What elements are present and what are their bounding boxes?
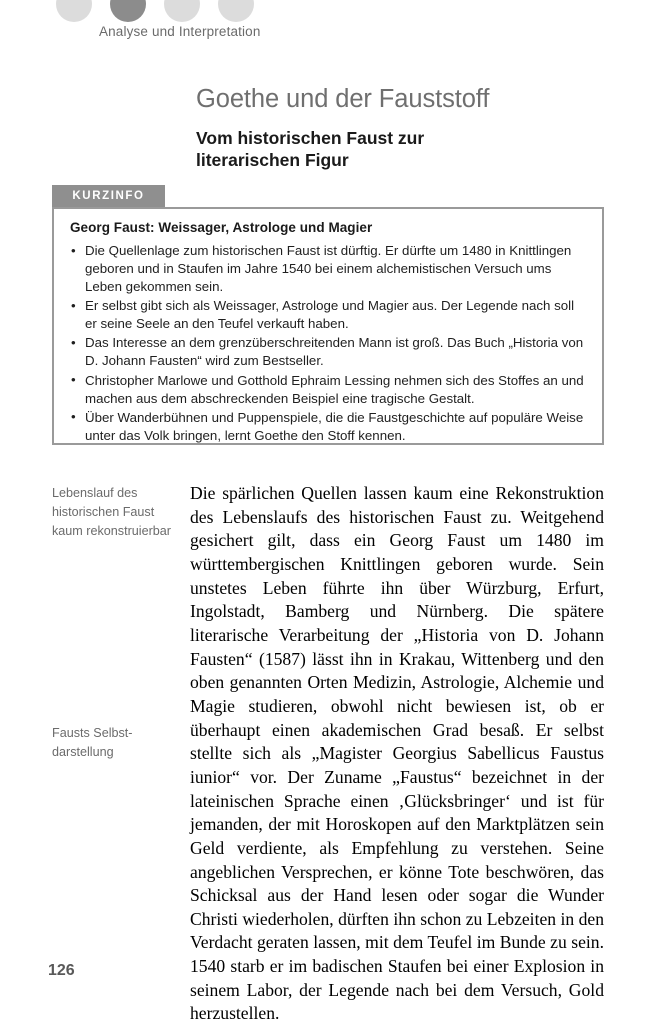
kurzinfo-heading: Georg Faust: Weissager, Astrologe und Magier — [70, 220, 373, 235]
page-number: 126 — [48, 962, 75, 979]
body-text-column — [190, 482, 604, 1026]
kurzinfo-box — [52, 207, 604, 445]
chapter-dot-nav — [56, 0, 254, 22]
chapter-dot-3 — [164, 0, 200, 22]
list-item: • Er selbst gibt sich als Weissager, Astrologe und Magier aus. Der Legende nach soll er seine Seele an den Teufel verkauft haben. — [68, 297, 588, 333]
kurzinfo-bullet-list — [68, 242, 588, 445]
body-paragraph: Die spärlichen Quellen lassen kaum eine Rekonstruktion des Lebenslaufs des historischen Faust zu. Weitgehend gesichert gilt, dass ein Georg Faust um 1480 im württembergischen Knittlingen geboren wurde. Sein unstetes Leben führte ihn über Würzburg, Erfurt, Ingolstadt, Bamberg und Nürnberg. Die spätere literarische Verarbeitung der „Historia von D. Johann Fausten“ (1587) lässt ihn in Krakau, Wittenberg und den oben genannten Orten Medizin, Astrologie, Alchemie und Magie studieren, obwohl nicht bewiesen ist, ob er überhaupt einen akademischen Grad besaß. Er selbst stellte sich als „Magister Georgius Sabellicus Faustus iunior“ vor. Der Zuname „Faustus“ bezeichnet in der lateinischen Sprache einen ‚Glücksbringer‘ und ist für jemanden, der mit Horoskopen auf den Marktplätzen sein Geld verdiente, als Empfehlung zu verstehen. Seine angeblichen Versprechen, er könne Tote beschwören, das Schicksal aus der Hand lesen oder sogar die Wunder Christi wiederholen, dürften ihn schon zu Lebzeiten in den Verdacht geraten lassen, mit dem Teufel im Bunde zu sein. 1540 starb er im badischen Staufen bei einer Explosion in seinem Labor, der Legende nach bei dem Versuch, Gold herzustellen. — [190, 483, 604, 1024]
list-item: • Das Interesse an dem grenzüberschreitenden Mann ist groß. Das Buch „Historia von D. Johann Fausten“ wird zum Bestseller. — [68, 334, 588, 370]
chapter-dot-1 — [56, 0, 92, 22]
list-item: • Die Quellenlage zum historischen Faust ist dürftig. Er dürfte um 1480 in Knittlingen geboren und in Staufen im Jahre 1540 bei einem alchemistischen Versuch ums Leben gekommen sein. — [68, 242, 588, 296]
chapter-dot-4 — [218, 0, 254, 22]
margin-note-selbstdarstellung: Fausts Selbst-darstellung — [52, 726, 133, 759]
kurzinfo-tab-label: KURZINFO — [52, 185, 165, 207]
page-title: Goethe und der Fauststoff — [196, 85, 490, 113]
margin-note-lebenslauf: Lebenslauf des historischen Faust kaum rekonstruierbar — [52, 486, 171, 538]
list-item: • Christopher Marlowe und Gotthold Ephraim Lessing nehmen sich des Stoffes an und machen aus dem abschreckenden Beispiel eine tragische Gestalt. — [68, 372, 588, 408]
running-head: Analyse und Interpretation — [99, 24, 261, 39]
page-subtitle: Vom historischen Faust zur literarischen Figur — [196, 128, 425, 171]
chapter-dot-2-active — [110, 0, 146, 22]
list-item: • Über Wanderbühnen und Puppenspiele, die die Faustgeschichte auf populäre Weise unter das Volk bringen, lernt Goethe den Stoff kennen. — [68, 409, 588, 445]
